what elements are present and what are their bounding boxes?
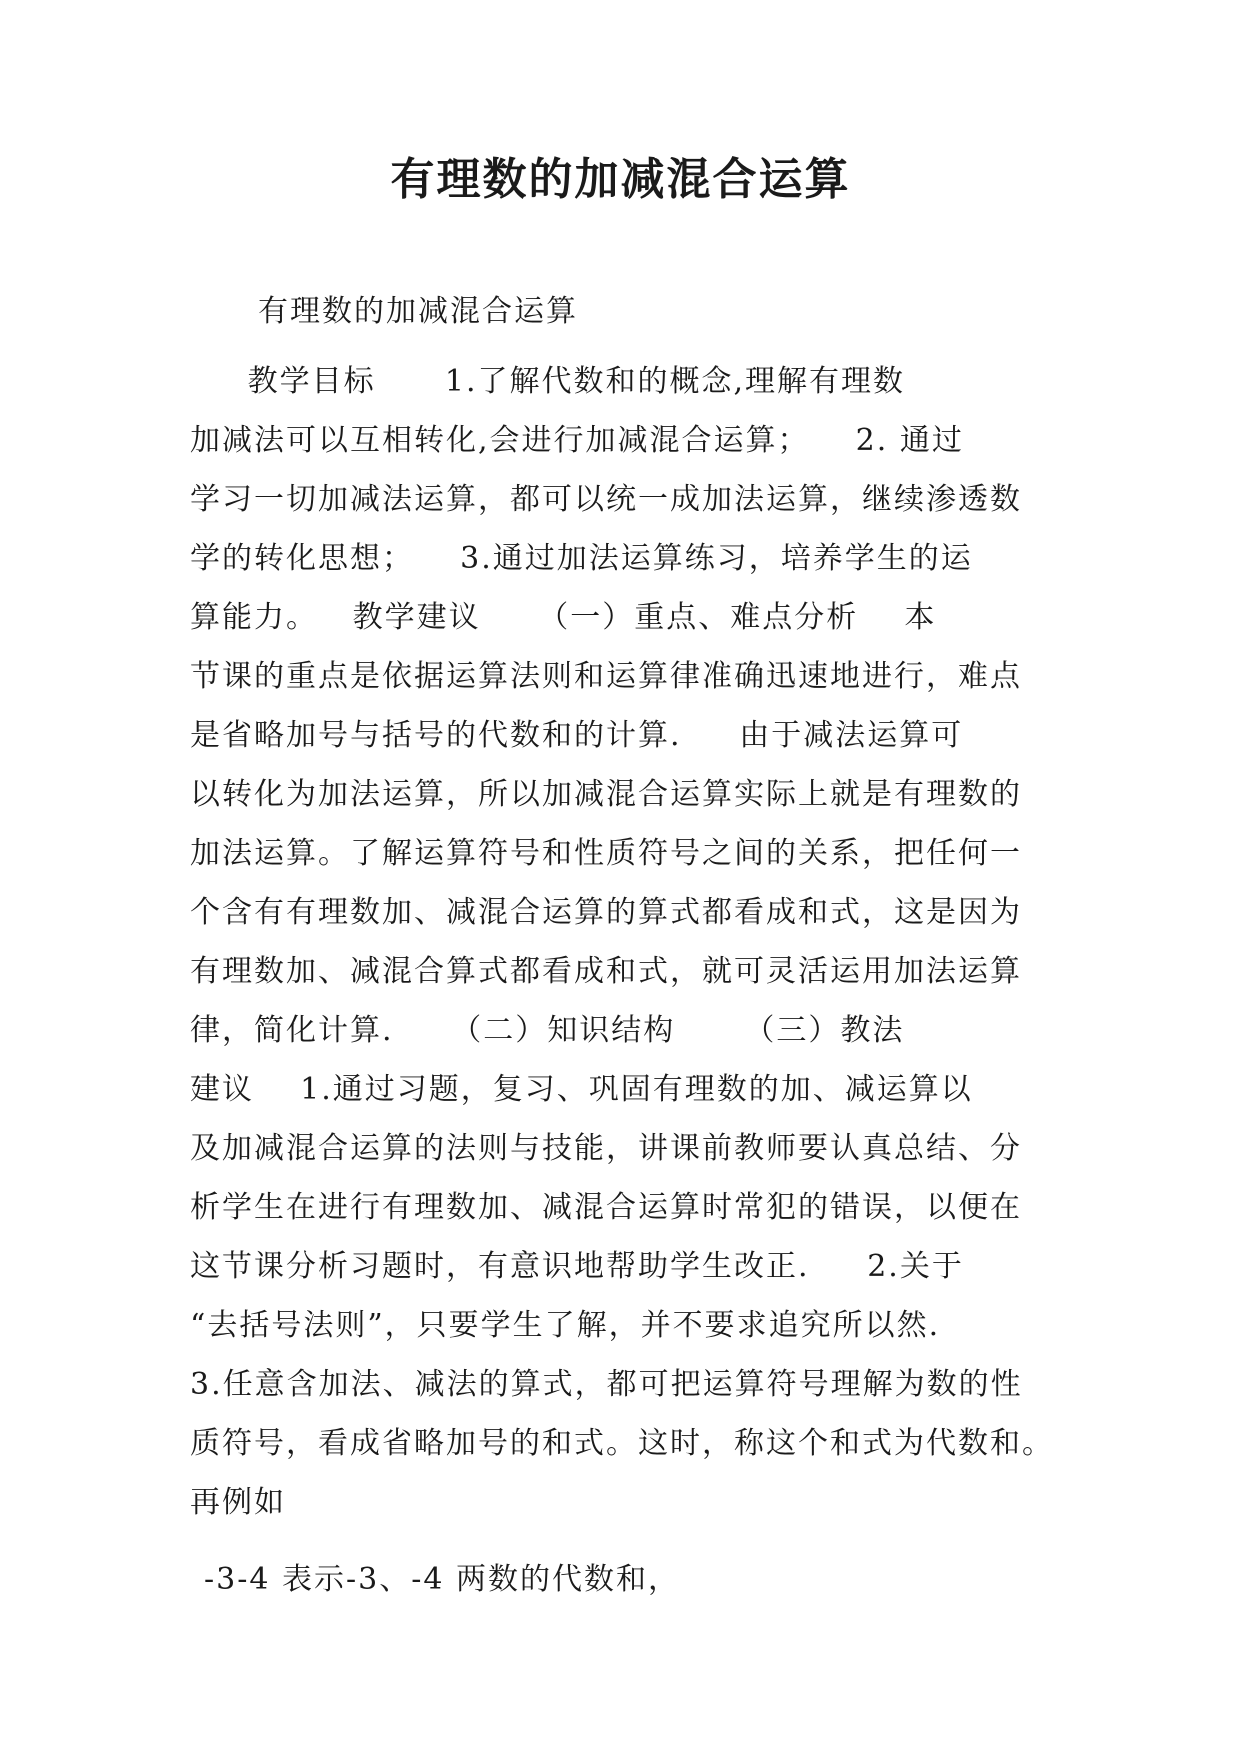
body-line: 建议 1.通过习题，复习、巩固有理数的加、减运算以 bbox=[190, 1072, 973, 1107]
document-subtitle: 有理数的加减混合运算 bbox=[258, 294, 578, 329]
body-line: 3.任意含加法、减法的算式，都可把运算符号理解为数的性 bbox=[190, 1367, 1023, 1402]
body-line: “去括号法则”，只要学生了解，并不要求追究所以然. bbox=[190, 1308, 941, 1343]
body-line: 律，简化计算. （二）知识结构 （三）教法 bbox=[190, 1013, 905, 1048]
body-line: 这节课分析习题时，有意识地帮助学生改正. 2.关于 bbox=[190, 1249, 964, 1284]
body-line: 学习一切加减法运算，都可以统一成加法运算，继续渗透数 bbox=[190, 482, 1022, 517]
example-line: -3-4 表示-3、-4 两数的代数和， bbox=[204, 1562, 680, 1597]
document-title: 有理数的加减混合运算 bbox=[390, 154, 851, 205]
body-line: 加法运算。了解运算符号和性质符号之间的关系，把任何一 bbox=[190, 836, 1022, 871]
body-line: 有理数加、减混合算式都看成和式，就可灵活运用加法运算 bbox=[190, 954, 1022, 989]
body-line: 再例如 bbox=[190, 1485, 286, 1520]
body-line: 加减法可以互相转化,会进行加减混合运算； 2. 通过 bbox=[190, 423, 964, 458]
body-line: 算能力。 教学建议 （一）重点、难点分析 本 bbox=[190, 600, 937, 635]
body-line: 及加减混合运算的法则与技能，讲课前教师要认真总结、分 bbox=[190, 1131, 1022, 1166]
body-line: 学的转化思想； 3.通过加法运算练习，培养学生的运 bbox=[190, 541, 973, 576]
body-line: 节课的重点是依据运算法则和运算律准确迅速地进行，难点 bbox=[190, 659, 1022, 694]
body-line: 个含有有理数加、减混合运算的算式都看成和式，这是因为 bbox=[190, 895, 1022, 930]
body-line: 是省略加号与括号的代数和的计算. 由于减法运算可 bbox=[190, 718, 964, 753]
body-line: 质符号，看成省略加号的和式。这时，称这个和式为代数和。 bbox=[190, 1426, 1054, 1461]
body-line: 教学目标 1.了解代数和的概念,理解有理数 bbox=[190, 364, 906, 399]
body-line: 以转化为加法运算，所以加减混合运算实际上就是有理数的 bbox=[190, 777, 1022, 812]
body-line: 析学生在进行有理数加、减混合运算时常犯的错误，以便在 bbox=[190, 1190, 1022, 1225]
body-text bbox=[190, 352, 1054, 1532]
